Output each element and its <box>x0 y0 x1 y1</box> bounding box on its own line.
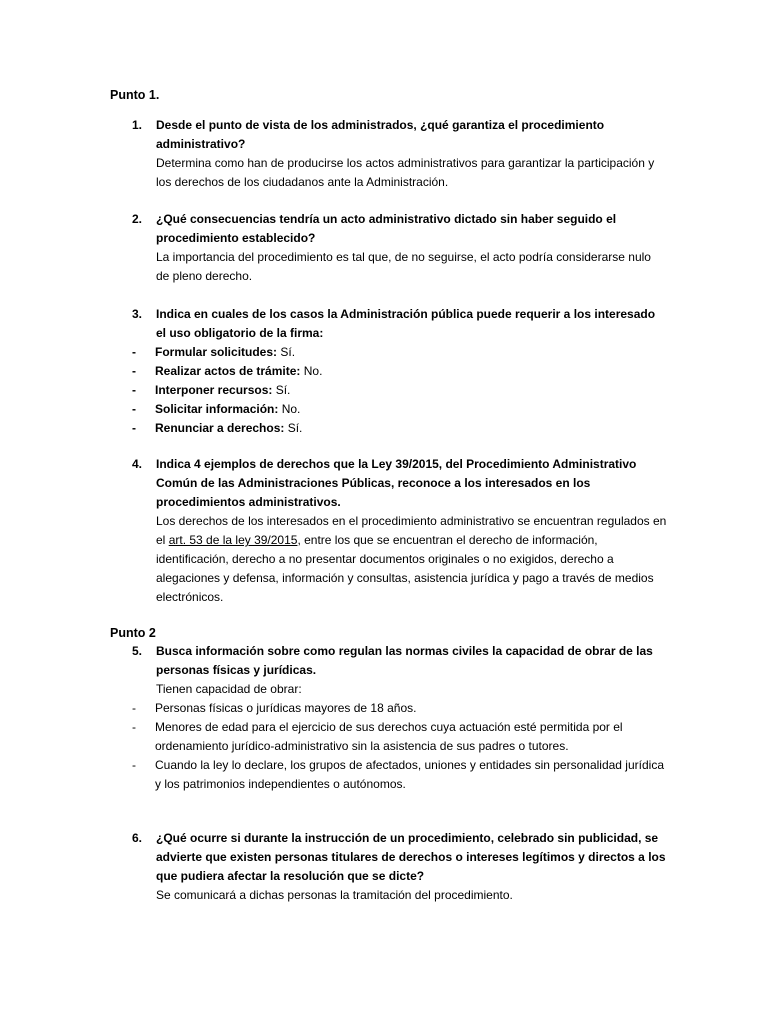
section-heading-punto-1: Punto 1. <box>110 88 160 102</box>
answer-text: La importancia del procedimiento es tal que, de no seguirse, el acto podría considerarse nulo de pleno derecho. <box>156 250 651 283</box>
list-item-1 <box>132 116 667 192</box>
section-heading-punto-2: Punto 2 <box>110 626 156 640</box>
list-item-5 <box>132 642 667 794</box>
question-text: ¿Qué consecuencias tendría un acto administrativo dictado sin haber seguido el procedimiento establecido? <box>156 212 617 245</box>
list-item-3 <box>132 305 667 438</box>
bullet-item: - Menores de edad para el ejercicio de sus derechos cuya actuación esté permitida por el ordenamiento jurídico-administrativo sin la asistencia de sus padres o tutores. <box>132 720 623 753</box>
item-number: 1. <box>132 118 143 132</box>
bullet-item: - Realizar actos de trámite: No. <box>132 364 323 378</box>
list-item-4 <box>132 455 667 607</box>
answer-text: Determina como han de producirse los actos administrativos para garantizar la participación y los derechos de los ciudadanos ante la Administración. <box>156 156 655 189</box>
bullet-item: - Cuando la ley lo declare, los grupos de afectados, uniones y entidades sin personalidad jurídica y los patrimonios independientes o autónomos. <box>132 758 664 791</box>
question-text: Desde el punto de vista de los administrados, ¿qué garantiza el procedimiento administrativo? <box>156 118 605 151</box>
answer-text: Los derechos de los interesados en el procedimiento administrativo se encuentran regulados en el art. 53 de la ley 39/2015, entre los que se encuentran el derecho de información, identificación, derecho a no presentar documentos originales o no exigidos, derecho a alegaciones y defensa, información y consultas, asistencia jurídica y pago a través de medios electrónicos. <box>156 514 667 604</box>
item-number: 3. <box>132 307 143 321</box>
bullet-item: - Interponer recursos: Sí. <box>132 383 291 397</box>
item-number: 6. <box>132 831 143 845</box>
question-text: Indica 4 ejemplos de derechos que la Ley 39/2015, del Procedimiento Administrativo Común de las Administraciones Públicas, reconoce a los interesados en los procedimientos administrativos. <box>156 457 637 509</box>
bullet-item: - Renunciar a derechos: Sí. <box>132 421 303 435</box>
question-text: ¿Qué ocurre si durante la instrucción de un procedimiento, celebrado sin publicidad, se advierte que existen personas titulares de derechos o intereses legítimos y directos a los que pudiera afectar la resolución que se dicte? <box>156 831 666 883</box>
item-number: 4. <box>132 457 143 471</box>
item-number: 2. <box>132 212 143 226</box>
signature-cases-list <box>132 343 667 438</box>
law-reference-link[interactable]: art. 53 de la ley 39/2015 <box>168 533 298 547</box>
list-item-2 <box>132 210 667 286</box>
list-item-6 <box>132 829 667 905</box>
item-number: 5. <box>132 644 143 658</box>
answer-intro: Tienen capacidad de obrar: <box>156 682 302 696</box>
capacity-list <box>132 699 667 794</box>
answer-text: Se comunicará a dichas personas la tramitación del procedimiento. <box>156 888 513 902</box>
question-text: Busca información sobre como regulan las normas civiles la capacidad de obrar de las personas físicas y jurídicas. <box>156 644 653 677</box>
question-text: Indica en cuales de los casos la Administración pública puede requerir a los interesado el uso obligatorio de la firma: <box>156 307 656 340</box>
bullet-item: - Solicitar información: No. <box>132 402 301 416</box>
bullet-item: - Personas físicas o jurídicas mayores de 18 años. <box>132 701 417 715</box>
bullet-item: - Formular solicitudes: Sí. <box>132 345 296 359</box>
